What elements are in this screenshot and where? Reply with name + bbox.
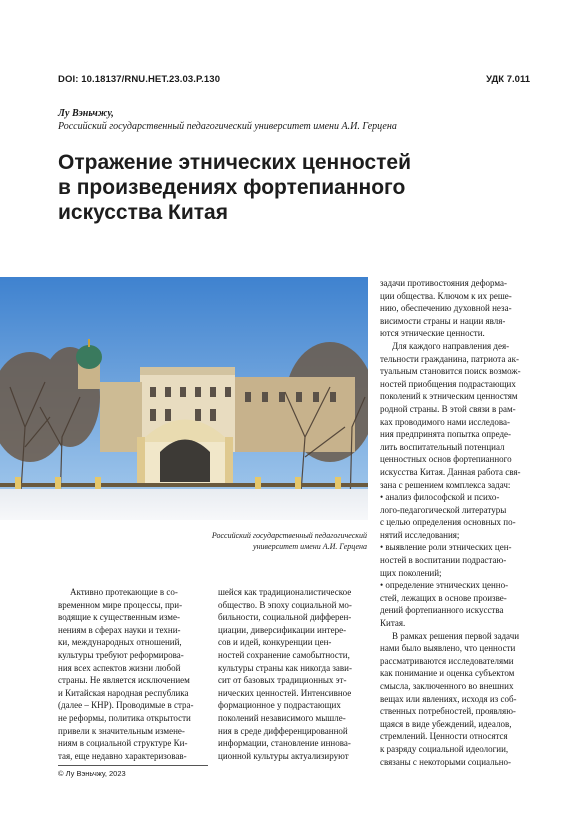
text-line: ции общества. Ключом к их реше- [380,290,512,301]
text-line: нических ценностей. Интенсивное [218,687,352,698]
text-line: нятий исследования; [380,529,460,540]
udk-code: УДК 7.011 [486,74,530,85]
text-line: страны. Не является исключением [58,675,190,686]
text-line: культуры требуют реформирова- [58,649,184,660]
text-line: поколений независимого мышле- [218,712,346,723]
text-line: ностей сохранение самобытности, [218,649,350,660]
text-line: Для каждого направления дея- [392,340,510,351]
text-line: привели к значительным измене- [58,725,185,736]
caption-line: университет имени А.И. Герцена [253,542,367,551]
figure-caption [127,530,367,552]
bullet-line: • выявление роли этнических цен- [380,542,512,553]
text-line: ниям в социальной структуре Ки- [58,738,188,749]
text-line: туальным становится поиск возмож- [380,366,521,377]
text-line: тая, еще недавно характеризовав- [58,750,187,761]
text-line: общество. В эпоху социальной мо- [218,599,352,610]
text-line: ностей приобщения подрастающих [380,378,516,389]
text-column-left [58,586,209,762]
text-line: ственных потребностей, проявляю- [380,706,516,717]
title-line: искусства Китая [58,201,228,224]
text-line: ционной культуры актуализируют [218,750,349,761]
text-line: рассматриваются исследователями [380,655,514,666]
text-line: смысла, заключенного во внешних [380,681,514,691]
text-line: с целью определения основных по- [380,517,516,528]
text-line: нами было выявлено, что ценности [380,643,516,654]
text-line: ностей в воспитании подрастаю- [380,555,507,566]
title-line: в произведениях фортепианного [58,176,406,199]
text-line: Китая. [380,618,406,629]
text-line: дений фортепианного искусства [380,605,504,616]
text-line: шейся как традиционалистическое [218,587,352,597]
text-line: как понимание и оценка субъектом [380,668,515,679]
text-line: к разряду социальной идеологии, [380,743,509,754]
text-line: формационное у подрастающих [218,700,341,711]
text-line: водящие к существенным изме- [58,612,180,623]
text-line: лого-педагогической литературы [380,504,507,515]
text-line: ются этнические ценности. [380,328,485,339]
footnote-divider [58,765,208,766]
text-line: нию, обеспечению духовной неза- [380,303,512,314]
text-line: ния предпринята попытка опреде- [380,429,512,440]
text-line: ния всех аспектов жизни любой [58,662,181,673]
text-line: стремлений. Ценности относятся [380,731,508,742]
photo-illustration [0,277,368,520]
text-line: (далее – КНР). Проводимые в стра- [58,700,194,711]
text-line: поколений к этническим ценностям [380,391,518,402]
text-line: ценностных основ фортепианного [380,454,512,465]
text-line: не реформы, политика открытости [58,712,191,723]
text-line: задачи противостояния деформа- [380,278,508,288]
text-line: стей, лежащих в основе произве- [380,592,507,603]
text-column-middle [218,586,369,762]
text-line: сов и идей, конкуренции цен- [218,637,332,648]
text-line: временном мире процессы, при- [58,599,183,610]
text-line: культуры страны как никогда зави- [218,662,352,673]
text-line: В рамках решения первой задачи [392,630,520,641]
text-line: ки, международных отношений, [58,637,182,648]
text-line: ках проводимого нами исследова- [380,416,510,427]
text-line: тельности гражданина, патриота ак- [380,353,519,364]
caption-line: Российский государственный педагогический [211,531,367,540]
text-line: вещах или явлениях, исходя из соб- [380,693,517,704]
text-line: зана с решением комплекса задач: [380,479,511,490]
text-line: висимости страны и нации явля- [380,315,506,326]
text-line: связаны с некоторыми социально- [380,756,512,767]
text-line: информации, становление иннова- [218,738,351,749]
author-name: Лу Вэньчжу, [58,108,114,119]
article-title [58,150,478,225]
text-line: бильности, социальной дифферен- [218,612,352,623]
author-affiliation: Российский государственный педагогический университет имени А.И. Герцена [58,121,397,132]
text-line: Активно протекающие в со- [70,587,178,597]
text-line: ния в среде дифференцированной [218,725,348,736]
text-line: родной страны. В этой связи в рам- [380,403,516,414]
text-line: искусства Китая. Данная работа свя- [380,466,521,477]
university-photo [0,277,368,520]
text-line: лить воспитательный потенциал [380,441,505,452]
text-line: циации, диверсификации интере- [218,624,347,635]
text-line: нениям в сферах науки и техни- [58,624,181,635]
copyright-notice: © Лу Вэньчжу, 2023 [58,769,126,778]
text-column-right [380,277,532,768]
text-line: и Китайская народная республика [58,687,189,698]
bullet-line: • анализ философской и психо- [380,492,500,503]
title-line: Отражение этнических ценностей [58,151,411,174]
doi: DOI: 10.18137/RNU.HET.23.03.P.130 [58,74,221,85]
text-line: щих поколений; [380,567,442,578]
bullet-line: • определение этнических ценно- [380,580,509,591]
text-line: щаяся в виде убеждений, идеалов, [380,718,512,729]
text-line: сит от базовых традиционных эт- [218,675,347,686]
